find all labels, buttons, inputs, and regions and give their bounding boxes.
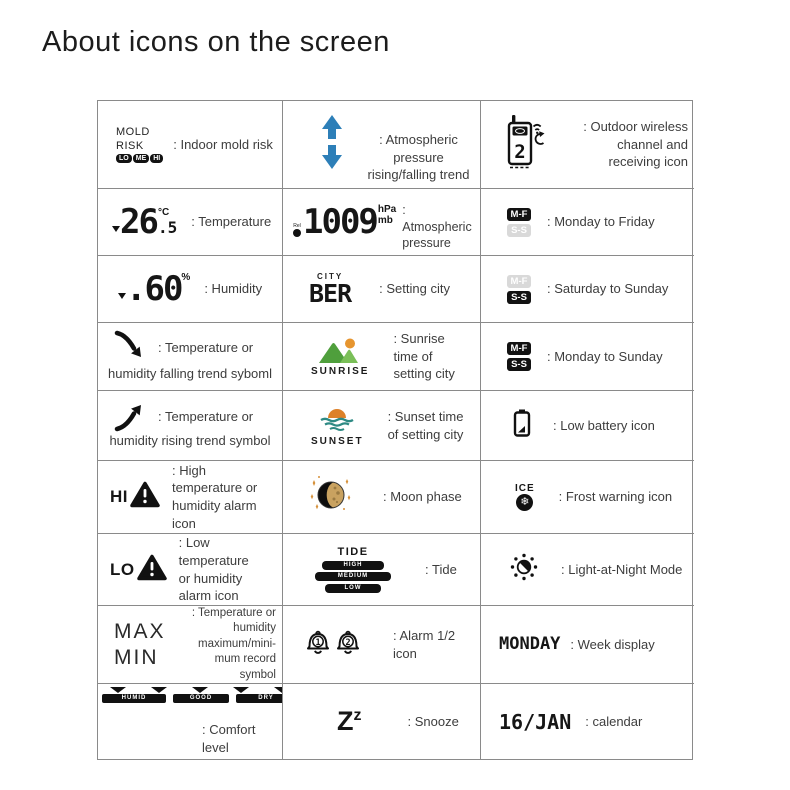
cell-calendar	[481, 684, 694, 759]
cell-sunset	[283, 391, 481, 461]
cell-label: : calendar	[585, 713, 643, 729]
alarm-bell-1-icon	[305, 630, 331, 660]
cell-label: : Week display	[570, 636, 655, 652]
cell-rising-trend: : Temperature or humidity rising trend symbol	[98, 391, 283, 461]
week-display-lcd-icon: MONDAY	[499, 634, 561, 654]
cell-label: : Alarm 1/2 icon	[393, 627, 456, 661]
cell-monday-to-friday	[481, 189, 694, 256]
weekday-ss-badge-icon: M-F S-S	[507, 275, 531, 304]
cell-label: : Indoor mold risk	[173, 136, 273, 152]
cell-high-alarm	[98, 461, 283, 534]
cell-low-alarm	[98, 534, 283, 606]
cell-moon-phase	[283, 461, 481, 534]
svg-text:2: 2	[345, 637, 351, 648]
page-title: About icons on the screen	[42, 26, 390, 58]
cell-label: humidity rising trend symbol	[109, 432, 271, 448]
trend-down-mini-icon	[118, 293, 126, 299]
temperature-lcd-icon: 26 °C .5	[112, 205, 177, 239]
lo-alarm-icon: LO	[110, 554, 167, 586]
outdoor-wireless-icon	[505, 114, 549, 175]
cell-label: : Comfort level	[202, 721, 256, 755]
comfort-level-icon: HUMID GOOD DRY	[102, 687, 283, 703]
cell-humidity	[98, 256, 283, 323]
cell-sunrise	[283, 323, 481, 391]
cell-label: : Tide	[425, 561, 457, 577]
cell-label: : Monday to Sunday	[547, 348, 663, 364]
channel-digit: 2	[514, 141, 526, 163]
cell-label: : Atmospheric pressure rising/falling trend	[367, 132, 470, 183]
weekday-mf-badge-icon: M-F S-S	[507, 208, 531, 237]
warning-triangle-icon	[137, 554, 167, 586]
trend-down-mini-icon	[112, 226, 120, 232]
sunrise-icon: SUNRISE	[311, 337, 369, 377]
hi-badge: HI	[150, 154, 163, 163]
me-badge: ME	[133, 154, 150, 163]
cell-snooze	[283, 684, 481, 759]
alarm-bell-2-icon	[335, 630, 361, 660]
cell-saturday-to-sunday	[481, 256, 694, 323]
rising-trend-arrow-icon	[114, 402, 144, 432]
cell-label: : Sunset time of setting city	[387, 408, 464, 442]
cell-label: : Humidity	[204, 281, 263, 297]
icons-table	[97, 100, 693, 760]
pressure-trend-arrow-icon	[321, 115, 343, 174]
sunset-icon: SUNSET	[311, 405, 364, 447]
warning-triangle-icon	[130, 481, 160, 513]
cell-label: : Setting city	[379, 281, 450, 297]
cell-indoor-mold-risk	[98, 101, 283, 189]
cell-pressure-trend	[283, 101, 481, 189]
moon-phase-icon	[309, 473, 353, 522]
snowflake-icon: ❄	[516, 494, 533, 511]
cell-alarm-12	[283, 606, 481, 684]
falling-trend-arrow-icon	[114, 330, 144, 365]
humidity-lcd-icon: .60 %	[118, 272, 190, 306]
cell-frost-warning	[481, 461, 694, 534]
frost-warning-icon: ICE ❄	[515, 483, 535, 511]
cell-atmospheric-pressure	[283, 189, 481, 256]
cell-label: : Frost warning icon	[558, 489, 673, 505]
cell-label: : Temperature	[191, 214, 272, 230]
cell-outdoor-wireless	[481, 101, 694, 189]
weekday-mfss-badge-icon: M-F S-S	[507, 342, 531, 371]
cell-low-battery	[481, 391, 694, 461]
cell-monday-to-sunday	[481, 323, 694, 391]
max-min-symbol: MAX MIN	[114, 620, 166, 669]
cell-label: : Atmospheric pressure	[402, 202, 472, 251]
low-battery-icon	[513, 409, 531, 442]
cell-label: : Low battery icon	[553, 417, 655, 433]
mold-risk-icon	[116, 126, 163, 162]
cell-label: : Low temperature or humidity alarm icon	[178, 535, 249, 604]
cell-setting-city	[283, 256, 481, 323]
cell-label: : Moon phase	[383, 489, 462, 505]
light-at-night-icon	[507, 550, 541, 589]
mold-word: MOLD	[116, 126, 150, 139]
risk-word: RISK	[116, 139, 144, 152]
calendar-lcd-icon: 16/JAN	[499, 709, 572, 734]
cell-falling-trend: : Temperature or humidity falling trend syboml	[98, 323, 283, 391]
svg-text:1: 1	[315, 637, 321, 648]
tide-icon: TIDE HIGH MEDIUM LOW	[315, 546, 391, 593]
cell-label: humidity falling trend syboml	[107, 366, 273, 382]
cell-label: : Light-at-Night Mode	[561, 561, 683, 577]
cell-label: : Saturday to Sunday	[547, 281, 669, 297]
cell-comfort-level	[98, 684, 283, 759]
hi-alarm-icon: HI	[110, 481, 160, 513]
cell-week-display	[481, 606, 694, 684]
snooze-icon: Zz	[337, 706, 362, 736]
cell-label: : Monday to Friday	[547, 214, 655, 230]
pressure-lcd-icon: Rel 1009 hPa mb	[293, 202, 397, 242]
city-lcd-icon: CITY BER	[309, 272, 352, 308]
cell-label: : Temperature or humidity maximum/mini- mum record symbol	[191, 606, 276, 681]
cell-temperature	[98, 189, 283, 256]
cell-label: : Outdoor wireless channel and receiving icon	[583, 119, 688, 170]
cell-label: : High temperature or humidity alarm icon	[172, 462, 258, 531]
cell-label: : Sunrise time of setting city	[393, 331, 455, 382]
cell-max-min	[98, 606, 283, 684]
cell-light-at-night	[481, 534, 694, 606]
rel-dot-icon	[293, 229, 301, 237]
lo-badge: LO	[116, 154, 132, 163]
cell-tide	[283, 534, 481, 606]
cell-label: : Snooze	[407, 713, 459, 729]
